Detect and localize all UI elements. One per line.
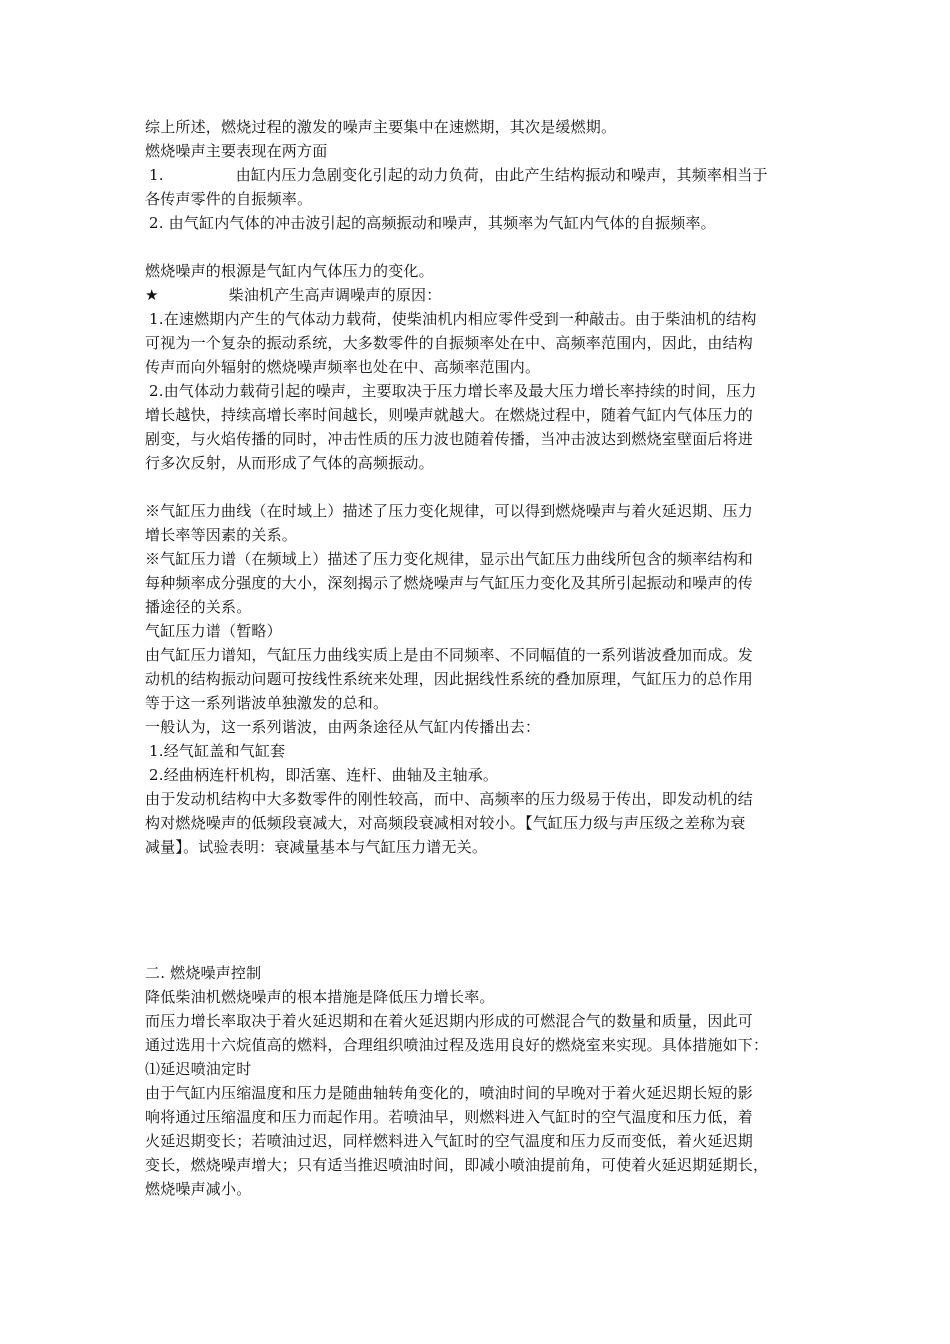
aspect-1-line [145,163,813,187]
two-aspects-heading: 燃烧噪声主要表现在两方面 [145,142,328,160]
harmonic-paragraph-line-1: 由气缸压力谱知，气缸压力曲线实质上是由不同频率、不同幅值的一系列谐波叠加而成。发 [145,646,754,664]
propagation-intro: 一般认为，这一系列谐波，由两条途径从气缸内传播出去： [145,718,541,736]
cause-2-line-1: 2.由气体动力载荷引起的噪声，主要取决于压力增长率及最大压力增长率持续的时间，压力 [149,382,757,400]
paragraph-gap [145,475,813,499]
pressure-spectrum-heading: 气缸压力谱（暂略） [145,622,282,640]
delay-injection-heading: ⑴延迟喷油定时 [145,1060,252,1078]
attenuation-line-3: 减量】。试验表明：衰减量基本与气缸压力谱无关。 [145,838,488,856]
pressure-curve-note-2: 增长率等因素的关系。 [145,526,298,544]
aspect-1-text: 由缸内压力急剧变化引起的动力负荷，由此产生结构振动和噪声，其频率相当于 [235,166,768,184]
delay-injection-line-2: 响将通过压缩温度和压力而起作用。若喷油早，则燃料进入气缸时的空气温度和压力低，着 [145,1108,754,1126]
measures-line-1: 而压力增长率取决于着火延迟期和在着火延迟期内形成的可燃混合气的数量和质量，因此可 [145,1012,754,1030]
high-pitch-cause-heading [145,283,813,307]
harmonic-paragraph-line-3: 等于这一系列谐波单独激发的总和。 [145,694,389,712]
pressure-spectrum-note-2: 每种频率成分强度的大小，深刻揭示了燃烧噪声与气缸压力变化及其所引起振动和噪声的传 [145,574,754,592]
section-heading: 二. 燃烧噪声控制 [145,964,262,982]
propagation-path-1: 1.经气缸盖和气缸套 [149,742,286,760]
delay-injection-line-4: 变长，燃烧噪声增大；只有适当推迟喷油时间，即减小喷油提前角，可使着火延迟期延期长， [145,1156,769,1174]
attenuation-line-1: 由于发动机结构中大多数零件的刚性较高，而中、高频率的压力级易于传出，即发动机的结 [145,790,754,808]
cause-1-line-1: 1.在速燃期内产生的气体动力载荷，使柴油机内相应零件受到一种敲击。由于柴油机的结构 [149,310,757,328]
delay-injection-line-5: 燃烧噪声减小。 [145,1180,252,1198]
attenuation-line-2: 构对燃烧噪声的低频段衰减大，对高频段衰减相对较小。【气缸压力级与声压级之差称为衰 [145,814,746,832]
section-combustion-noise-analysis [145,115,813,859]
summary-line: 综上所述，燃烧过程的激发的噪声主要集中在速燃期，其次是缓燃期。 [145,118,617,136]
delay-injection-line-3: 火延迟期变长；若喷油过迟，同样燃料进入气缸时的空气温度和压力反而变低，着火延迟期 [145,1132,754,1150]
delay-injection-line-1: 由于气缸内压缩温度和压力是随曲轴转角变化的，喷油时间的早晚对于着火延迟期长短的影 [145,1084,754,1102]
paragraph-gap [145,235,813,259]
star-marker: ★ [145,286,159,304]
pressure-spectrum-note-3: 播途径的关系。 [145,598,252,616]
noise-source-line: 燃烧噪声的根源是气缸内气体压力的变化。 [145,262,434,280]
high-pitch-cause-text: 柴油机产生高声调噪声的原因： [228,286,442,304]
pressure-spectrum-note-1: ※气缸压力谱（在频域上）描述了压力变化规律，显示出气缸压力曲线所包含的频率结构和 [145,550,754,568]
measures-line-2: 通过选用十六烷值高的燃料，合理组织喷油过程及选用良好的燃烧室来实现。具体措施如下： [145,1036,769,1054]
aspect-1-continuation: 各传声零件的自振频率。 [145,190,313,208]
cause-2-line-4: 行多次反射，从而形成了气体的高频振动。 [145,454,434,472]
propagation-path-2: 2.经曲柄连杆机构，即活塞、连杆、曲轴及主轴承。 [149,766,499,784]
aspect-1-number: 1. [149,166,164,184]
cause-1-line-2: 可视为一个复杂的振动系统，大多数零件的自振频率处在中、高频率范围内，因此，由结构 [145,334,754,352]
aspect-2-line: 2. 由气缸内气体的冲击波引起的高频振动和噪声，其频率为气缸内气体的自振频率。 [149,214,716,232]
harmonic-paragraph-line-2: 动机的结构振动问题可按线性系统来处理，因此据线性系统的叠加原理，气缸压力的总作用 [145,670,754,688]
fundamental-measure-line: 降低柴油机燃烧噪声的根本措施是降低压力增长率。 [145,988,495,1006]
cause-1-line-3: 传声而向外辐射的燃烧噪声频率也处在中、高频率范围内。 [145,358,541,376]
section-combustion-noise-control [145,961,813,1201]
cause-2-line-2: 增长越快，持续高增长率时间越长，则噪声就越大。在燃烧过程中，随着气缸内气体压力的 [145,406,754,424]
pressure-curve-note-1: ※气缸压力曲线（在时域上）描述了压力变化规律，可以得到燃烧噪声与着火延迟期、压力 [145,502,754,520]
cause-2-line-3: 剧变，与火焰传播的同时，冲击性质的压力波也随着传播，当冲击波达到燃烧室壁面后将进 [145,430,754,448]
